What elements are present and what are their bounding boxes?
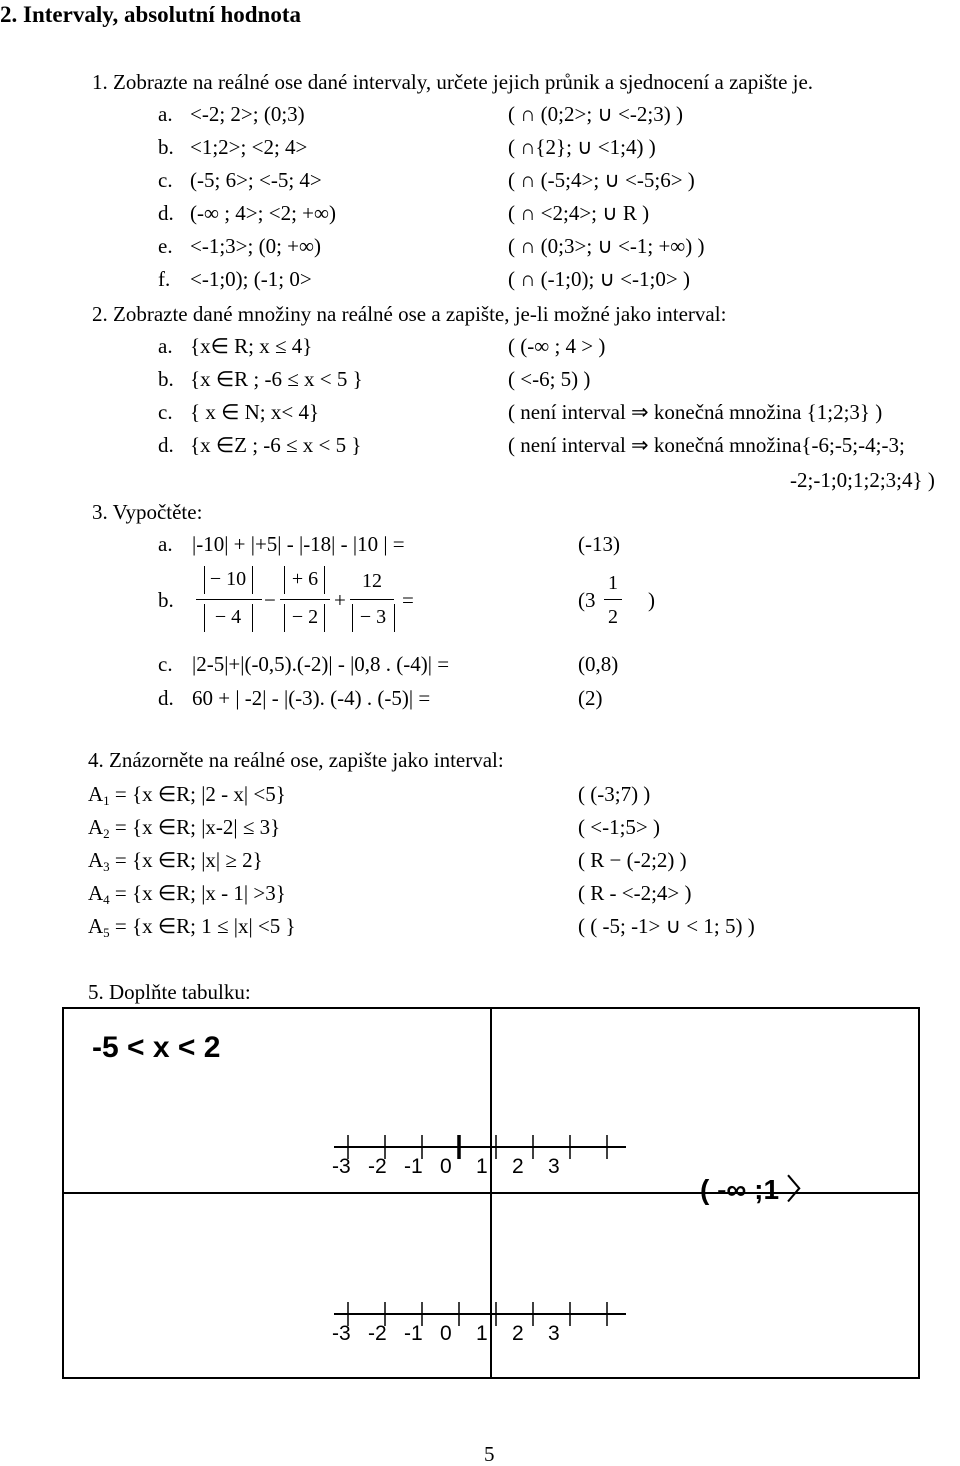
q3-b-answer-close: ) — [648, 588, 655, 612]
q3-b-answer-numerator: 1 — [608, 572, 618, 594]
set-name: A — [88, 881, 104, 905]
q4-item-answer: ( R - <-2;4> ) — [578, 881, 692, 905]
equals-sign: = — [402, 588, 414, 612]
abs-bar — [324, 604, 325, 632]
q3-b-answer-denominator: 2 — [608, 606, 618, 628]
axis-tick-label: -1 — [404, 1322, 423, 1345]
interval-text: ( -∞ ;1 〉 — [700, 1174, 815, 1205]
q2-item-task: {x ∈R ; -6 ≤ x < 5 } — [190, 367, 363, 391]
fraction-3-line — [350, 599, 394, 600]
fraction-3-denominator: − 3 — [359, 606, 387, 628]
axis-tick-label: -2 — [368, 1155, 387, 1178]
set-name: A — [88, 782, 104, 806]
q1-item-label: e. — [158, 234, 173, 258]
axis-tick-label: 0 — [440, 1322, 452, 1345]
axis-tick-label: 0 — [440, 1155, 452, 1178]
q5-text: 5. Doplňte tabulku: — [88, 980, 251, 1004]
q4-item-set — [88, 815, 280, 842]
q4-item-answer: ( <-1;5> ) — [578, 815, 661, 839]
abs-bar — [284, 566, 285, 594]
q1-item-label: b. — [158, 135, 174, 159]
set-name: A — [88, 914, 104, 938]
abs-bar — [252, 566, 253, 594]
q2-answer-continuation: -2;-1;0;1;2;3;4} ) — [790, 468, 935, 492]
q2-item-label: c. — [158, 400, 173, 424]
axis-tick-label: -1 — [404, 1155, 423, 1178]
set-name: A — [88, 848, 104, 872]
set-subscript: 2 — [103, 826, 110, 841]
q2-item-label: d. — [158, 433, 174, 457]
q3-d-task: 60 + | -2| - |(-3). (-4) . (-5)| = — [192, 686, 431, 710]
axis-tick-label: -3 — [332, 1322, 351, 1345]
q3-d-answer: (2) — [578, 686, 603, 710]
set-definition: = {x ∈R; |x - 1| >3} — [109, 881, 286, 905]
table-cell-empty[interactable] — [491, 1008, 919, 1193]
abs-bar — [204, 566, 205, 594]
minus-sign: − — [264, 588, 276, 612]
q2-item-label: b. — [158, 367, 174, 391]
abs-bar — [252, 604, 253, 632]
set-subscript: 4 — [103, 892, 110, 907]
q1-item-label: d. — [158, 201, 174, 225]
q2-item-task: {x ∈Z ; -6 ≤ x < 5 } — [190, 433, 362, 457]
q1-item-task: <-1;0); (-1; 0> — [190, 267, 312, 291]
axis-tick-label: 2 — [512, 1322, 524, 1345]
abs-bar — [352, 604, 353, 632]
page-title: 2. Intervaly, absolutní hodnota — [0, 2, 301, 27]
q1-item-answer: ( ∩{2}; ∪ <1;4) ) — [508, 135, 656, 159]
table-cell-interval[interactable] — [491, 1174, 919, 1378]
set-subscript: 5 — [103, 925, 110, 940]
q4-item-set — [88, 782, 286, 809]
page-number: 5 — [484, 1442, 495, 1466]
axis-tick-label: 1 — [476, 1322, 488, 1345]
set-subscript: 3 — [103, 859, 110, 874]
q3-b-answer-open: (3 — [578, 588, 596, 612]
q1-item-answer: ( ∩ <2;4>; ∪ R ) — [508, 201, 650, 225]
axis-tick-label: 2 — [512, 1155, 524, 1178]
q4-item-answer: ( (-3;7) ) — [578, 782, 651, 806]
q3-a-task: |-10| + |+5| - |-18| - |10 | = — [192, 532, 405, 556]
q1-item-answer: ( ∩ (0;3>; ∪ <-1; +∞) ) — [508, 234, 705, 258]
q3-a-label: a. — [158, 532, 173, 556]
q1-item-task: (-∞ ; 4>; <2; +∞) — [190, 201, 336, 225]
q2-item-answer: ( (-∞ ; 4 > ) — [508, 334, 606, 358]
axis-tick-label: -3 — [332, 1155, 351, 1178]
fraction-1-line — [196, 599, 262, 600]
q4-item-set — [88, 881, 286, 908]
fraction-2-line — [280, 599, 330, 600]
q2-item-answer: ( <-6; 5) ) — [508, 367, 591, 391]
fraction-2-numerator: + 6 — [291, 568, 319, 590]
q2-item-task: {x∈ R; x ≤ 4} — [190, 334, 313, 358]
abs-bar — [324, 566, 325, 594]
q3-c-task: |2-5|+|(-0,5).(-2)| - |0,8 . (-4)| = — [192, 652, 450, 676]
q3-d-label: d. — [158, 686, 174, 710]
q4-text: 4. Znázorněte na reálné ose, zapište jako interval: — [88, 748, 504, 772]
q1-item-answer: ( ∩ (0;2>; ∪ <-2;3) ) — [508, 102, 683, 126]
q1-item-answer: ( ∩ (-1;0); ∪ <-1;0> ) — [508, 267, 690, 291]
abs-bar — [284, 604, 285, 632]
q3-c-answer: (0,8) — [578, 652, 619, 676]
abs-bar — [394, 604, 395, 632]
q1-item-label: c. — [158, 168, 173, 192]
q2-text: 2. Zobrazte dané množiny na reálné ose a zapište, je-li možné jako interval: — [92, 302, 727, 326]
q1-item-label: a. — [158, 102, 173, 126]
q1-item-label: f. — [158, 267, 171, 291]
set-subscript: 1 — [103, 793, 110, 808]
q3-b-answer-line — [604, 599, 622, 600]
q2-item-label: a. — [158, 334, 173, 358]
q3-text: 3. Vypočtěte: — [92, 500, 203, 524]
axis-tick-label: 3 — [548, 1155, 560, 1178]
q2-item-task: { x ∈ N; x< 4} — [190, 400, 320, 424]
q3-c-label: c. — [158, 652, 173, 676]
q1-item-task: <-1;3>; (0; +∞) — [190, 234, 321, 258]
set-name: A — [88, 815, 104, 839]
q1-item-task: <-2; 2>; (0;3) — [190, 102, 305, 126]
q1-item-task: <1;2>; <2; 4> — [190, 135, 308, 159]
set-definition: = {x ∈R; |x| ≥ 2} — [109, 848, 263, 872]
plus-sign: + — [334, 588, 346, 612]
set-definition: = {x ∈R; |2 - x| <5} — [109, 782, 286, 806]
fraction-1-numerator: − 10 — [209, 568, 247, 590]
q4-item-answer: ( ( -5; -1> ∪ < 1; 5) ) — [578, 914, 755, 938]
fraction-2-denominator: − 2 — [291, 606, 319, 628]
set-definition: = {x ∈R; 1 ≤ |x| <5 } — [109, 914, 296, 938]
fill-table — [62, 1007, 920, 1379]
q3-a-answer: (-13) — [578, 532, 620, 556]
q2-item-answer: ( není interval ⇒ konečná množina {1;2;3} ) — [508, 400, 883, 424]
inequality-text: -5 < x < 2 — [92, 1031, 221, 1064]
fraction-1-denominator: − 4 — [214, 606, 242, 628]
axis-tick-label: -2 — [368, 1322, 387, 1345]
abs-bar — [204, 604, 205, 632]
q4-item-set — [88, 848, 263, 875]
q1-item-answer: ( ∩ (-5;4>; ∪ <-5;6> ) — [508, 168, 695, 192]
table-cell-inequality[interactable] — [63, 1008, 560, 1193]
q1-text: 1. Zobrazte na reálné ose dané intervaly, určete jejich průnik a sjednocení a zapište je. — [92, 70, 814, 94]
q2-item-answer: ( není interval ⇒ konečná množina{-6;-5;-4;-3; — [508, 433, 905, 457]
q3-b-label: b. — [158, 588, 174, 612]
fraction-3-numerator: 12 — [362, 570, 382, 592]
set-definition: = {x ∈R; |x-2| ≤ 3} — [109, 815, 281, 839]
q4-item-set — [88, 914, 296, 941]
q1-item-task: (-5; 6>; <-5; 4> — [190, 168, 322, 192]
axis-tick-label: 3 — [548, 1322, 560, 1345]
axis-tick-label: 1 — [476, 1155, 488, 1178]
q4-item-answer: ( R − (-2;2) ) — [578, 848, 687, 872]
table-cell-empty-2[interactable] — [63, 1193, 560, 1378]
